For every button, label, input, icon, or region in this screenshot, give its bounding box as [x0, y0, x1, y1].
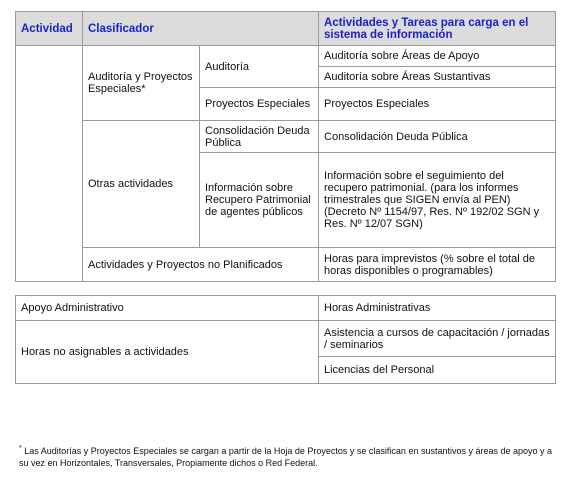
- header-actividad: Actividad: [16, 12, 83, 46]
- non-activities-table: [15, 295, 556, 384]
- subclasificador-recupero-patrimonial: Información sobre Recupero Patrimonial de agentes públicos: [200, 153, 319, 248]
- task-proyectos-especiales: Proyectos Especiales: [319, 88, 556, 121]
- task-consolidacion-deuda: Consolidación Deuda Pública: [319, 121, 556, 153]
- task-auditoria-areas-apoyo: Auditoría sobre Áreas de Apoyo: [319, 46, 556, 67]
- subclasificador-proyectos-especiales: Proyectos Especiales: [200, 88, 319, 121]
- footnote: [19, 443, 559, 469]
- header-clasificador: Clasificador: [83, 12, 319, 46]
- horas-no-asignables-label: Horas no asignables a actividades: [16, 321, 319, 384]
- task-asistencia-cursos: Asistencia a cursos de capacitación / jornadas / seminarios: [319, 321, 556, 357]
- footnote-text: Las Auditorías y Proyectos Especiales se cargan a partir de la Hoja de Proyectos y se clasifican en sustantivos y áreas de apoyo y a su vez en Horizontales, Transversales, Propiamente dichos o Red Federal.: [19, 446, 553, 468]
- task-recupero-patrimonial: Información sobre el seguimiento del recupero patrimonial. (para los informes trimestrales que SIGEN envía al PEN) (Decreto Nº 1154/97, Res. Nº 192/02 SGN y Res. Nº 12/07 SGN): [319, 153, 556, 248]
- clasificador-no-planificados: Actividades y Proyectos no Planificados: [83, 248, 319, 282]
- task-horas-administrativas: Horas Administrativas: [319, 296, 556, 321]
- subclasificador-consolidacion: Consolidación Deuda Pública: [200, 121, 319, 153]
- clasificador-otras-actividades: Otras actividades: [83, 121, 200, 248]
- task-horas-imprevistos: Horas para imprevistos (% sobre el total de horas disponibles o programables): [319, 248, 556, 282]
- activities-table: [15, 11, 556, 282]
- apoyo-administrativo-label: Apoyo Administrativo: [16, 296, 319, 321]
- clasificador-auditoria-proyectos: Auditoría y Proyectos Especiales*: [83, 46, 200, 121]
- subclasificador-auditoria: Auditoría: [200, 46, 319, 88]
- header-tareas: Actividades y Tareas para carga en el sistema de información: [319, 12, 556, 46]
- actividad-empty-cell: [16, 46, 83, 282]
- task-auditoria-areas-sustantivas: Auditoría sobre Áreas Sustantivas: [319, 67, 556, 88]
- task-licencias-personal: Licencias del Personal: [319, 357, 556, 384]
- footnote-marker: *: [19, 445, 22, 452]
